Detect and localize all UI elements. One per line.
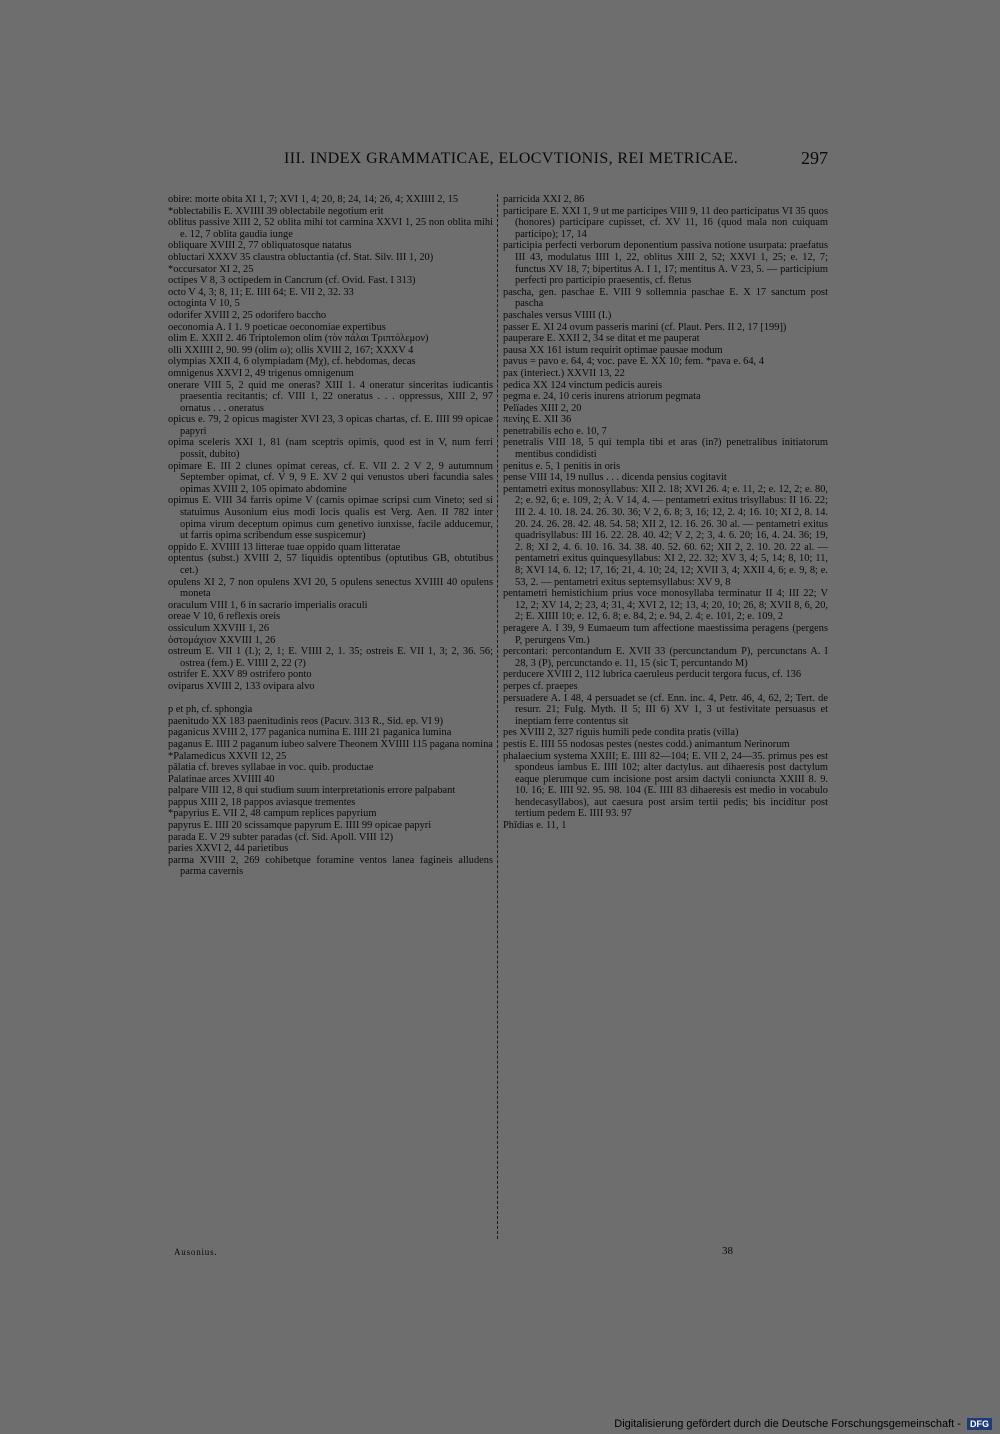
index-entry: opima sceleris XXI 1, 81 (nam sceptris opimis, quod est in V, num ferri possit, dubito) <box>168 437 493 461</box>
index-entry: phalaecium systema XXIII; E. IIII 82—104; E. VII 2, 24—35. primus pes est spondeus iambus E. IIII 102; alter dactylus. aut dihaeresis post dactylum eaque plerumque cum incisione post arsim dactyli coniuncta XXIII 8. 9. 10. 16; E. IIII 92. 95. 98. 104 (E. IIII 83 dihaeresis est medio in vocabulo hendecasyllabos), aut caesura post arsim tertii pedis; bis inciditur post tertium pedem E. IIII 93. 97 <box>503 750 828 820</box>
index-entry: onerare VIII 5, 2 quid me oneras? XIII 1. 4 oneratur sinceritas iudicantis praesentia recitantis; cf. VIII 1, 22 oneratus . . . oppressus, XIII 2, 97 ornatus . . . oneratus <box>168 379 493 414</box>
index-entry: Pelïades XIII 2, 20 <box>503 402 582 414</box>
index-entry: passer E. XI 24 ovum passeris marini (cf. Plaut. Pers. II 2, 17 [199]) <box>503 321 787 333</box>
index-entry: percontari: percontandum E. XVII 33 (percunctandum P), percunctans A. I 28, 3 (P), percunctando e. 11, 15 (sic T, percuntando M) <box>503 646 828 669</box>
index-entry: ostrifer E. XXV 89 ostrifero ponto <box>168 669 312 681</box>
index-entry: oviparus XVIII 2, 133 ovipara alvo <box>168 680 315 692</box>
index-entry: pausa XX 161 istum requirit optimae pausae modum <box>503 344 723 356</box>
index-entry: pauperare E. XXII 2, 34 se ditat et me pauperat <box>503 333 700 345</box>
running-title: III. INDEX GRAMMATICAE, ELOCVTIONIS, REI METRICAE. <box>284 150 739 167</box>
index-entry: *Palamedicus XXVII 12, 25 <box>168 750 287 762</box>
index-entry: olim E. XXII 2. 46 Triptolemon olim (τὸν πάλαι Τριπτόλεμον) <box>168 333 429 345</box>
index-entry: penetrabilis echo e. 10, 7 <box>503 425 607 437</box>
index-entry: Palatinae arces XVIIII 40 <box>168 773 275 785</box>
index-entry: oppido E. XVIIII 13 litterae tuae oppido quam litteratae <box>168 541 401 553</box>
footer-author: Ausonius. <box>174 1247 218 1257</box>
index-entry: obire: morte obita XI 1, 7; XVI 1, 4; 20, 8; 24, 14; 26, 4; XXIIII 2, 15 <box>168 194 459 205</box>
dfg-credit <box>614 1418 992 1430</box>
index-entry: penetralis VIII 18, 5 qui templa tibi et aras (in?) penetralibus initiatorum mentibus condidisti <box>503 437 828 461</box>
index-entry: pax (interiect.) XXVII 13, 22 <box>503 367 625 379</box>
index-entry: persuadere A. I 48, 4 persuadet se (cf. Enn. inc. 4, Petr. 46, 4, 62, 2; Tert. de resurr. 21; Fulg. Myth. II 5; III 6) XV 1, 3 ut festivitate persuasus et ineptiam ferre contentus sit <box>503 692 828 727</box>
index-entry: opulens XI 2, 7 non opulens XVI 20, 5 opulens senectus XVIIII 40 opulens moneta <box>168 576 493 600</box>
index-entry: odorifer XVIII 2, 25 odorifero baccho <box>168 309 327 321</box>
dfg-logo: DFG <box>967 1418 992 1430</box>
index-entry: octipes V 8, 3 octipedem in Cancrum (cf. Ovid. Fast. I 313) <box>168 275 416 287</box>
index-entry: obliquare XVIII 2, 77 obliquatosque natatus <box>168 240 352 252</box>
index-entry: oblitus passive XIII 2, 52 oblita mihi tot carmina XXVI 1, 25 non oblita mihi e. 12, 7 oblita gaudia iunge <box>168 217 493 240</box>
index-entry: peragere A. I 39, 9 Eumaeum tum affectione maestissima peragens (pergens P, perurgens Vm.) <box>503 622 828 646</box>
index-entry: paenitudo XX 183 paenitudinis reos (Pacuv. 313 R., Sid. ep. VI 9) <box>168 715 444 727</box>
page-header <box>168 150 828 180</box>
index-entry: pavus = pavo e. 64, 4; voc. pave E. XX 10; fem. *pava e. 64, 4 <box>503 356 764 368</box>
index-entry: πενίης E. XII 36 <box>503 414 572 426</box>
index-entry: *occursator XI 2, 25 <box>168 263 254 275</box>
index-entry: ossiculum XXVIII 1, 26 <box>168 622 270 634</box>
index-entry: paries XXVI 2, 44 parietibus <box>168 843 289 855</box>
index-entry: pentametri exitus monosyllabus: XII 2. 18; XVI 26. 4; e. 11, 2; e. 12, 2; e. 80, 2; e. 92, 6; e. 109, 2; A. V 14, 4. — pentametri exitus trisyllabus: II 16. 22; III 2. 4. 10. 18. 24. 26. 30. 36; V 2, 6. 8; 3, 16; 12, 2. 4; 16. 10; XI 2, 8. 14. 20. 24. 26. 28. 42. 48. 54. 58; XII 2, 12. 16. 26. 30 al. — pentametri exitus quadrisyllabus: III 16. 22. 28. 40. 42; V 2, 2; 3, 4. 6. 20; 16, 4. 24. 36; 19, 2. 8; XI 2, 4. 6. 10. 16. 34. 38. 40. 52. 60. 62; XII 2, 2. 10. 20. 22 al. — pentametri exitus quinquesyllabus: XI 2, 22. 32; XV 3, 4; 5, 14; 8, 10; 11, 8; XVI 14, 6. 12; 17, 16; 21, 4. 10; 24, 12; XVII 3, 4; XXII 4, 6; e. 9, 8; e. 53, 2. — pentametri exitus septemsyllabus: XV 9, 8 <box>503 483 828 588</box>
column-divider <box>497 194 498 1239</box>
index-entry: opicus e. 79, 2 opicus magister XVI 23, 3 opicas chartas, cf. E. IIII 99 opicae papyri <box>168 414 493 437</box>
index-entry: parricida XXI 2, 86 <box>503 194 585 205</box>
index-entry: paschales versus VIIII (I.) <box>503 309 612 321</box>
signature-mark: 38 <box>722 1245 733 1257</box>
index-entry: oraculum VIII 1, 6 in sacrario imperialis oraculi <box>168 599 368 611</box>
index-entry: parma XVIII 2, 269 cohibetque foramine ventos lanea fagineis alludens parma cavernis <box>168 854 493 878</box>
index-column-left <box>168 194 493 878</box>
index-entry: p et ph, cf. sphongia <box>168 704 253 716</box>
index-entry: penitus e. 5, 1 penitis in oris <box>503 460 621 472</box>
index-entry: pālatia cf. breves syllabae in voc. quib. productae <box>168 762 374 774</box>
section-gap <box>168 693 493 705</box>
index-entry: olli XXIIII 2, 90. 99 (olim ω); ollis XVIII 2, 167; XXXV 4 <box>168 344 414 356</box>
index-entry: perducere XVIII 2, 112 lubrica caeruleus perducit tergora fucus, cf. 136 <box>503 669 802 681</box>
index-entry: opimare E. III 2 clunes opimat cereas, cf. E. VII 2. 2 V 2, 9 autumnum September opimat, cf. V 9, 9 E. XV 2 qui venustos uberi facundia sales opimas XVIII 2, 105 opimato abdomine <box>168 460 493 495</box>
index-entry: pedica XX 124 vinctum pedicis aureis <box>503 379 662 391</box>
index-entry: ὀστομάχιον XXVIII 1, 26 <box>168 634 276 646</box>
index-entry: pense VIII 14, 19 nullus . . . dicenda pensius cogitavit <box>503 472 727 484</box>
page-number: 297 <box>801 148 828 168</box>
index-entry: pappus XIII 2, 18 pappos aviasque trementes <box>168 796 356 808</box>
index-column-right <box>503 194 828 832</box>
index-entry: opimus E. VIII 34 farris opime V (carnis opimae scripsi cum Vineto; sed si statuimus Ausonium eius modi locis qualis est Verg. Aen. II 782 inter opima virum deceptum opimus cum genetivo iunxisse, facile adducemur, ut farris opima scribendum esse suspicemur) <box>168 495 493 542</box>
index-entry: omnigenus XXVI 2, 49 trigenus omnigenum <box>168 367 354 379</box>
index-entry: oeconomia A. I 1. 9 poeticae oeconomiae expertibus <box>168 321 386 333</box>
index-entry: *papyrius E. VII 2, 48 campum replices papyrium <box>168 808 377 820</box>
index-entry: pegma e. 24, 10 ceris inurens atriorum pegmata <box>503 391 701 403</box>
index-entry: pestis E. IIII 55 nodosas pestes (nestes codd.) animantum Nerinorum <box>503 738 790 750</box>
index-entry: participia perfecti verborum deponentium passiva notione usurpata: praefatus III 43, modulatus IIII 1, 22, oblitus XIII 2, 52; XXVI 1, 25; e. 12, 7; functus XV 18, 7; bipertitus A. I 1, 17; mentitus A. V 23, 5. — participium perfecti pro participio praesentis, cf. fletus <box>503 240 828 287</box>
dfg-credit-text: Digitalisierung gefördert durch die Deutsche Forschungsgemeinschaft - <box>614 1418 961 1430</box>
index-entry: *oblectabilis E. XVIIII 39 oblectabile negotium erit <box>168 205 384 217</box>
index-entry: paganus E. IIII 2 paganum iubeo salvere Theonem XVIIII 115 pagana nomina <box>168 738 493 750</box>
index-entry: obluctari XXXV 35 claustra obluctantia (cf. Stat. Silv. III 1, 20) <box>168 251 434 263</box>
index-entry: optentus (subst.) XVIII 2, 57 liquidis optentibus (optutibus GB, obtutibus cet.) <box>168 553 493 576</box>
index-entry: olympias XXII 4, 6 olympiadam (Mχ), cf. hebdomas, decas <box>168 356 416 368</box>
index-entry: paganicus XVIII 2, 177 paganica numina E. IIII 21 paganica lumina <box>168 727 452 739</box>
index-entry: ostreum E. VII 1 (I.); 2, 1; E. VIIII 2, 1. 35; ostreis E. VII 1, 3; 2, 36. 56; ostrea (fem.) E. VIIII 2, 22 (?) <box>168 646 493 669</box>
index-entry: palpare VIII 12, 8 qui studium suum interpretationis errore palpabant <box>168 785 456 797</box>
index-entry: oreae V 10, 6 reflexis oreis <box>168 611 281 623</box>
index-entry: pentametri hemistichium prius voce monosyllaba terminatur II 4; III 22; V 12, 2; XV 14, 2; 23, 4; 31, 4; XVI 2, 12; 13, 4; 20, 10; 26, 8; XVII 8, 6, 20, 2; E. XIIII 10; e. 12, 6. 8; e. 84, 2; e. 94, 2. 4; e. 101, 2; e. 109, 2 <box>503 588 828 623</box>
index-entry: participare E. XXI 1, 9 ut me participes VIII 9, 11 deo participatus VI 35 quos (honores) participare cupisset, cf. XV 11, 16 (quod mala non cuiquam participo); 17, 14 <box>503 205 828 240</box>
index-entry: Phīdias e. 11, 1 <box>503 820 567 832</box>
index-entry: parada E. V 29 subter paradas (cf. Sid. Apoll. VIII 12) <box>168 831 394 843</box>
index-entry: pascha, gen. paschae E. VIII 9 sollemnia paschae E. X 17 sanctum post pascha <box>503 286 828 310</box>
index-entry: perpes cf. praepes <box>503 680 578 692</box>
index-entry: pes XVIII 2, 327 riguis humili pede condita pratis (villa) <box>503 727 739 739</box>
index-entry: papyrus E. IIII 20 scissamque papyrum E. IIII 99 opicae papyri <box>168 820 432 832</box>
index-entry: octo V 4, 3; 8, 11; E. IIII 64; E. VII 2, 32. 33 <box>168 286 354 298</box>
index-entry: octoginta V 10, 5 <box>168 298 240 310</box>
